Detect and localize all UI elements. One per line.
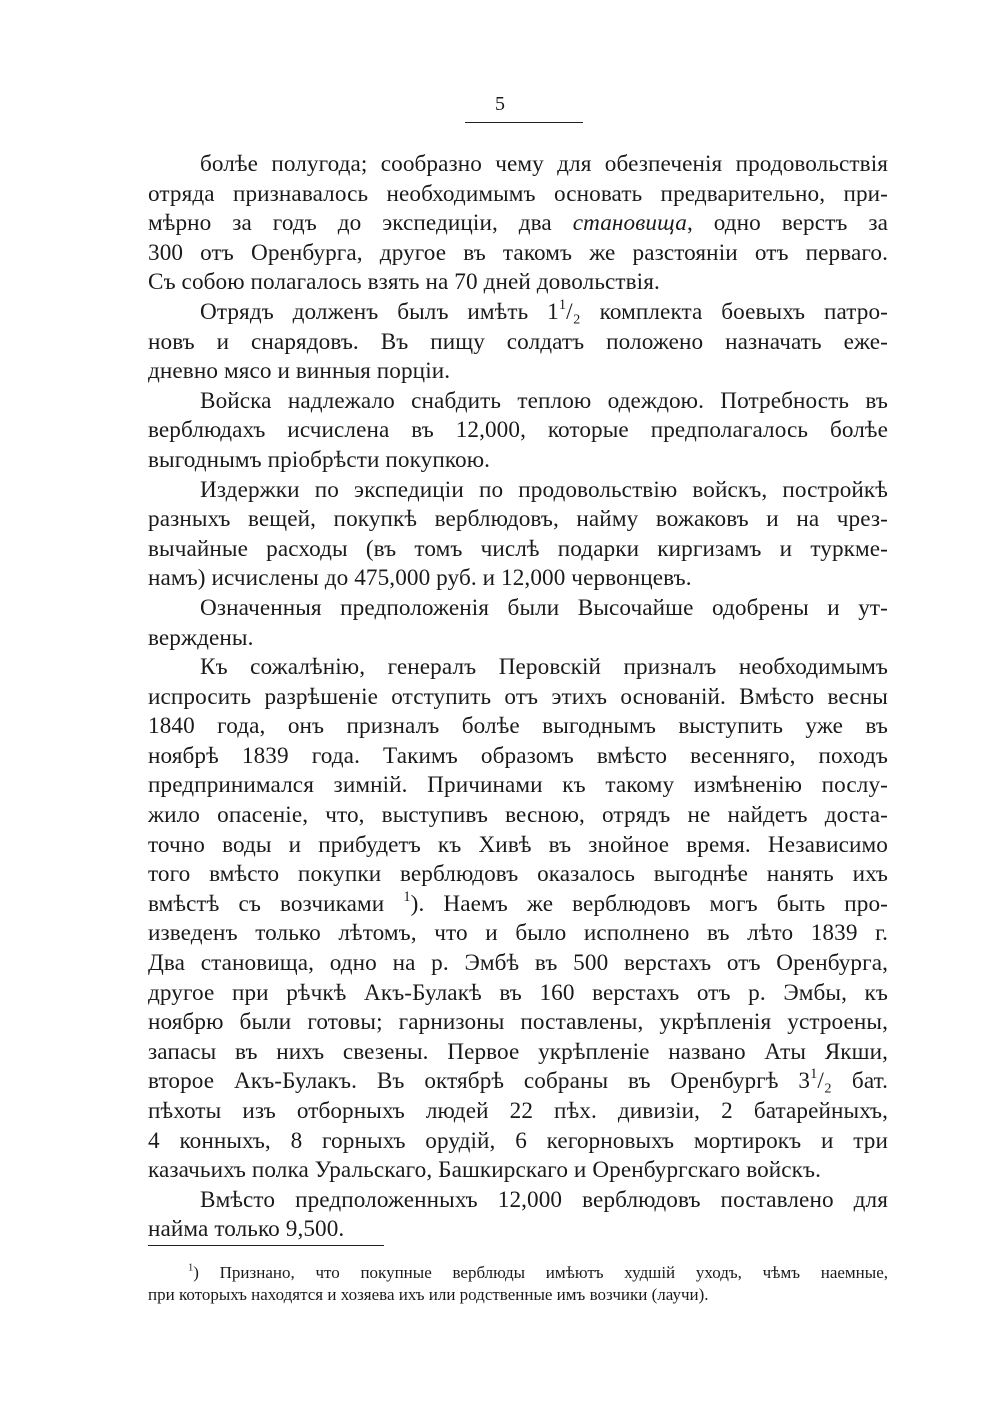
text-line — [148, 742, 888, 772]
line-text: точно воды и прибудетъ къ Хивѣ въ знойное время. Независимо — [148, 831, 888, 858]
text-line — [148, 1186, 888, 1216]
paragraph — [148, 298, 888, 387]
line-text: изведенъ только лѣтомъ, что и было исполнено въ лѣто 1839 г. — [148, 920, 888, 947]
line-text: верблюдахъ исчислена въ 12,000, которые предполагалось болѣе — [148, 417, 888, 444]
line-text: ноябрѣ 1839 года. Такимъ образомъ вмѣсто весенняго, походъ — [148, 742, 888, 769]
text-line — [148, 594, 888, 624]
line-text: верждены. — [148, 624, 254, 651]
line-text: казачьихъ полка Уральскаго, Башкирскаго и Оренбургскаго войскъ. — [148, 1157, 822, 1184]
line-text: намъ) исчислены до 475,000 руб. и 12,000 червонцевъ. — [148, 565, 692, 592]
line-text: предпринимался зимній. Причинами къ такому измѣненію послу- — [148, 772, 888, 799]
text-line — [148, 1038, 888, 1068]
line-text: вмѣстѣ съ возчиками — [148, 890, 404, 917]
line-text: Означенныя предположенія были Высочайше одобрены и ут- — [200, 594, 888, 621]
superscript: 1 — [403, 889, 411, 905]
line-text: 1840 года, онъ призналъ болѣе выгоднымъ выступить уже въ — [148, 713, 888, 740]
text-line — [148, 1262, 888, 1284]
text-line — [148, 653, 888, 683]
text-line — [148, 624, 888, 654]
text-line — [148, 416, 888, 446]
page-number: 5 — [495, 93, 505, 115]
line-text: ) Признано, что покупные верблюды имѣютъ худшій уходъ, чѣмъ наемные, — [193, 1263, 888, 1282]
line-text: того вмѣсто покупки верблюдовъ оказалось выгоднѣе нанять ихъ — [148, 861, 888, 888]
superscript: 1 — [558, 297, 567, 313]
text-line — [148, 979, 888, 1009]
line-text: 300 отъ Оренбурга, другое въ такомъ же разстояніи отъ перваго. — [148, 239, 888, 266]
text-line — [148, 209, 888, 239]
line-text: Къ сожалѣнію, генералъ Перовскій призналъ необходимымъ — [200, 654, 888, 681]
line-text: /₂ комплекта боевыхъ патро- — [566, 298, 888, 325]
text-line — [148, 268, 888, 298]
line-text: Съ собою полагалось взять на 70 дней довольствія. — [148, 269, 660, 296]
text-line — [148, 1067, 888, 1097]
body-text — [148, 150, 888, 1245]
line-text: , одно верстъ за — [686, 210, 888, 237]
line-text: другое при рѣчкѣ Акъ-Булакѣ въ 160 верстахъ отъ р. Эмбы, къ — [148, 979, 888, 1006]
line-text: при которыхъ находятся и хозяева ихъ или родственные имъ возчики (лаучи). — [148, 1285, 709, 1304]
paragraph — [148, 1186, 888, 1245]
text-line — [148, 328, 888, 358]
line-text: найма только 9,500. — [148, 1216, 345, 1243]
line-text: Отрядъ долженъ былъ имѣть 1 — [200, 298, 559, 325]
line-text: разныхъ вещей, покупкѣ верблюдовъ, найму вожаковъ и на чрез- — [148, 506, 888, 533]
footnote-rule — [148, 1245, 384, 1246]
line-text: отряда признавалось необходимымъ основать предварительно, при- — [148, 180, 888, 207]
text-line — [148, 150, 888, 180]
text-line — [148, 180, 888, 210]
text-line — [148, 1008, 888, 1038]
line-text: 4 конныхъ, 8 горныхъ орудій, 6 кегорновыхъ мортирокъ и три — [148, 1127, 888, 1154]
line-text: дневно мясо и винныя порціи. — [148, 358, 451, 385]
text-line — [148, 357, 888, 387]
footnote — [148, 1262, 888, 1306]
line-text: ). Наемъ же верблюдовъ могъ быть про- — [410, 890, 888, 917]
line-text: мѣрно за годъ до экспедиціи, два — [148, 210, 573, 237]
text-line — [148, 860, 888, 890]
text-line — [148, 683, 888, 713]
line-text: пѣхоты изъ отборныхъ людей 22 пѣх. дивизіи, 2 батарейныхъ, — [148, 1098, 888, 1124]
line-text: Издержки по экспедиціи по продовольствію войскъ, постройкѣ — [200, 476, 888, 503]
paragraph — [148, 150, 888, 298]
text-line — [148, 949, 888, 979]
text-line — [148, 446, 888, 476]
line-text: запасы въ нихъ свезены. Первое укрѣпленіе названо Аты Якши, — [148, 1038, 888, 1065]
text-line — [148, 1097, 888, 1127]
line-text: второе Акъ-Булакъ. Въ октябрѣ собраны въ Оренбургѣ 3 — [148, 1068, 811, 1095]
text-line — [148, 801, 888, 831]
superscript: 1 — [810, 1067, 818, 1083]
text-line — [148, 564, 888, 594]
text-line — [148, 890, 888, 920]
line-text: вычайные расходы (въ томъ числѣ подарки киргизамъ и туркме- — [148, 535, 888, 562]
text-line — [148, 919, 888, 949]
line-text: Войска надлежало снабдить теплою одеждою. Потребность въ — [200, 387, 888, 414]
line-text: Два становища, одно на р. Эмбѣ въ 500 верстахъ отъ Оренбурга, — [148, 950, 888, 977]
text-line — [148, 476, 888, 506]
superscript: 1 — [188, 1262, 194, 1274]
line-text: выгоднымъ пріобрѣсти покупкою. — [148, 446, 491, 473]
line-text: Вмѣсто предположенныхъ 12,000 верблюдовъ поставлено для — [200, 1186, 888, 1213]
text-line — [148, 1215, 888, 1245]
text-line — [148, 535, 888, 565]
italic-term: становища — [572, 210, 687, 237]
text-line — [148, 387, 888, 417]
line-text: новъ и снарядовъ. Въ пищу солдатъ положено назначать еже- — [148, 328, 888, 355]
line-text: жило опасеніе, что, выступивъ весною, отрядъ не найдетъ доста- — [148, 802, 888, 829]
paragraph — [148, 476, 888, 594]
line-text: ноябрю были готовы; гарнизоны поставлены, укрѣпленія устроены, — [148, 1009, 888, 1036]
paragraph — [148, 594, 888, 653]
text-line — [148, 1127, 888, 1157]
text-line — [148, 1284, 888, 1306]
text-line — [148, 771, 888, 801]
footnotes — [148, 1262, 888, 1306]
text-line — [148, 239, 888, 269]
paragraph — [148, 653, 888, 1186]
line-text: /₂ бат. — [817, 1068, 888, 1095]
header-rule — [465, 122, 583, 123]
line-text: болѣе полугода; сообразно чему для обезпеченія продовольствія — [200, 151, 888, 177]
paragraph — [148, 387, 888, 476]
text-line — [148, 831, 888, 861]
text-line — [148, 298, 888, 328]
text-line — [148, 1156, 888, 1186]
text-line — [148, 505, 888, 535]
line-text: испросить разрѣшеніе отступить отъ этихъ основаній. Вмѣсто весны — [148, 683, 888, 710]
text-line — [148, 712, 888, 742]
